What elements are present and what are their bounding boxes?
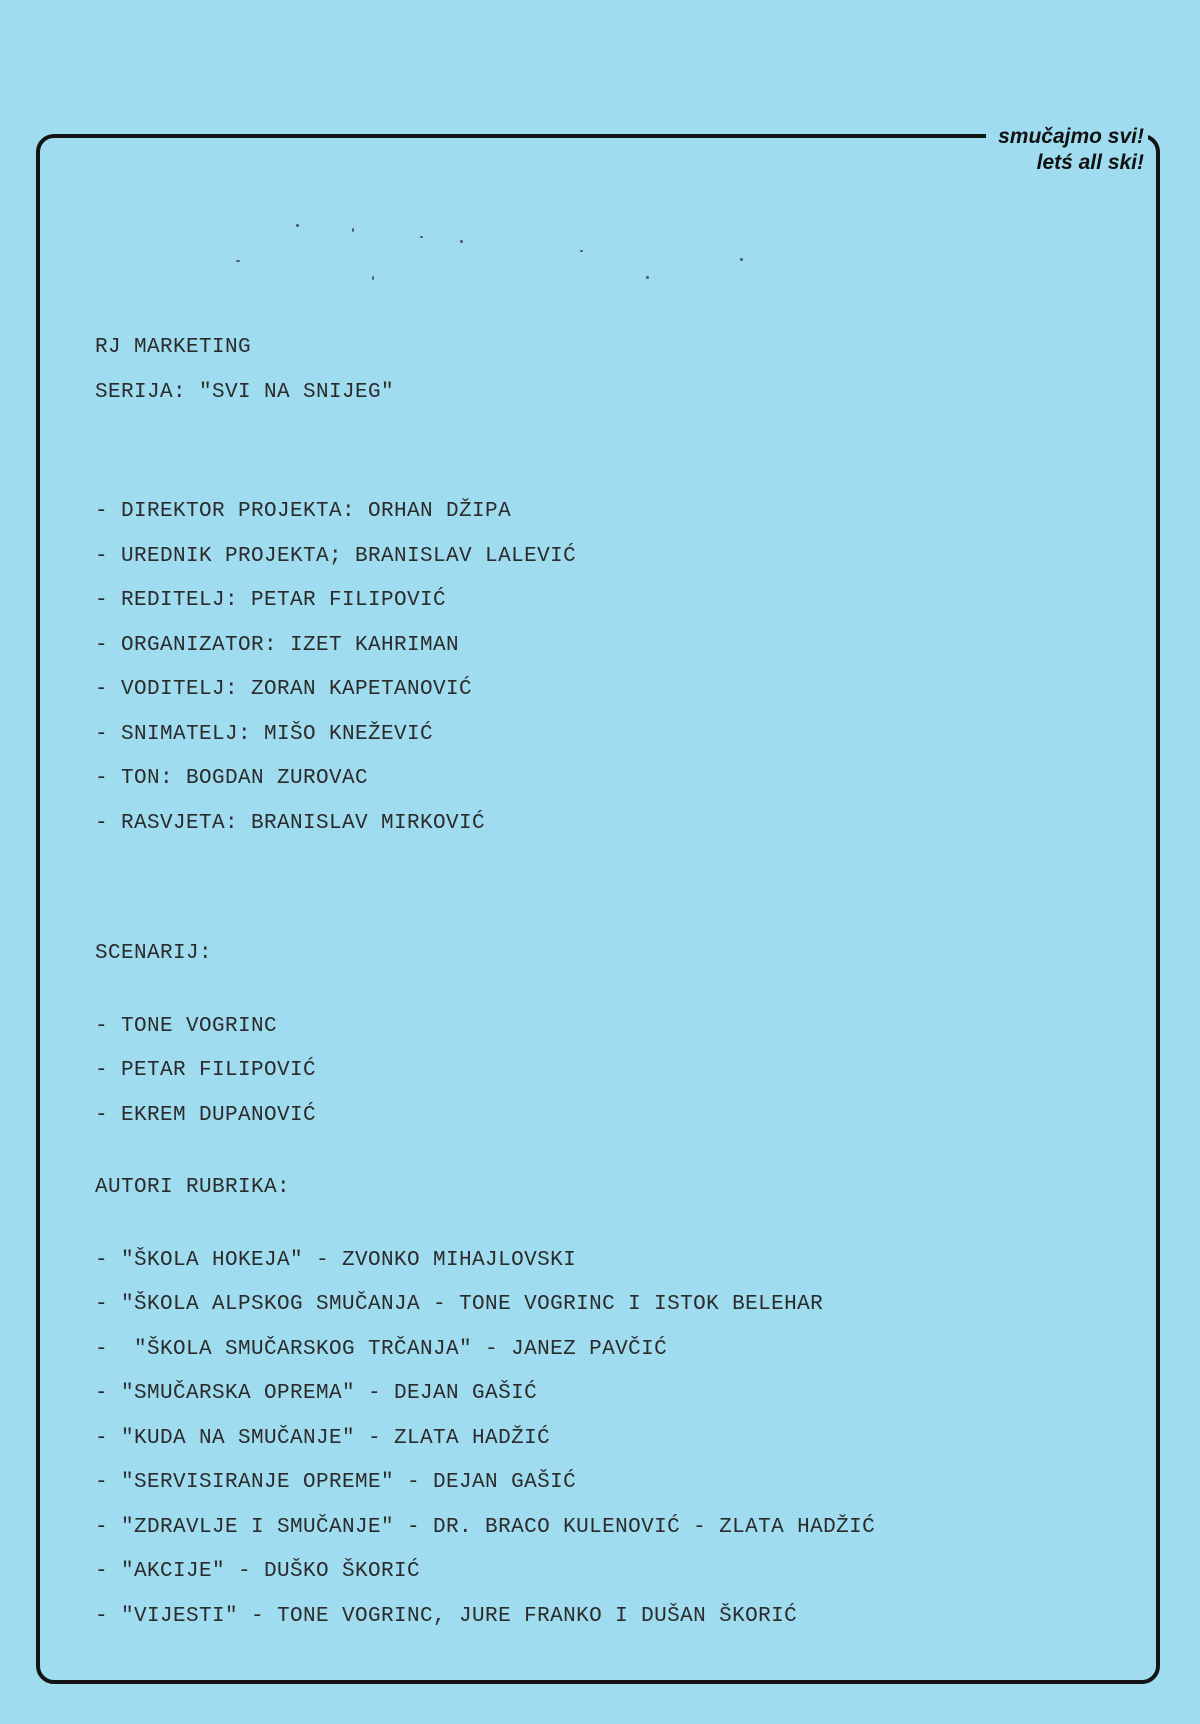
crew-item: - TON: BOGDAN ZUROVAC [95, 767, 369, 790]
tagline-line-2: letś all ski! [1036, 151, 1144, 174]
author-item: - "ZDRAVLJE I SMUČANJE" - DR. BRACO KULENOVIĆ - ZLATA HADŽIĆ [95, 1515, 876, 1539]
crew-item: - ORGANIZATOR: IZET KAHRIMAN [95, 633, 460, 657]
author-item: - "SMUČARSKA OPREMA" - DEJAN GAŠIĆ [95, 1382, 538, 1405]
script-heading: SCENARIJ: [95, 942, 213, 965]
credits-document [95, 326, 1135, 1639]
author-item: - "SERVISIRANJE OPREME" - DEJAN GAŠIĆ [95, 1471, 577, 1494]
author-item: - "VIJESTI" - TONE VOGRINC, JURE FRANKO I DUŠAN ŠKORIĆ [95, 1604, 798, 1628]
author-item: - "ŠKOLA SMUČARSKOG TRČANJA" - JANEZ PAVČIĆ [95, 1337, 668, 1361]
tagline [986, 124, 1148, 176]
script-list [95, 1005, 1135, 1139]
script-item: - EKREM DUPANOVIĆ [95, 1103, 317, 1127]
department-line: RJ MARKETING [95, 336, 252, 359]
crew-item: - RASVJETA: BRANISLAV MIRKOVIĆ [95, 811, 486, 835]
author-item: - "ŠKOLA HOKEJA" - ZVONKO MIHAJLOVSKI [95, 1248, 577, 1272]
author-item: - "ŠKOLA ALPSKOG SMUČANJA - TONE VOGRINC I ISTOK BELEHAR [95, 1293, 824, 1316]
tagline-line-1: smučajmo svi! [998, 125, 1144, 148]
crew-item: - REDITELJ: PETAR FILIPOVIĆ [95, 589, 447, 612]
authors-heading: AUTORI RUBRIKA: [95, 1176, 291, 1199]
crew-item: - UREDNIK PROJEKTA; BRANISLAV LALEVIĆ [95, 544, 577, 568]
series-title: SERIJA: "SVI NA SNIJEG" [95, 380, 395, 404]
script-item: - PETAR FILIPOVIĆ [95, 1059, 317, 1082]
crew-item: - VODITELJ: ZORAN KAPETANOVIĆ [95, 678, 473, 701]
authors-list [95, 1239, 1135, 1640]
author-item: - "KUDA NA SMUČANJE" - ZLATA HADŽIĆ [95, 1426, 551, 1450]
author-item: - "AKCIJE" - DUŠKO ŠKORIĆ [95, 1560, 421, 1583]
crew-item: - SNIMATELJ: MIŠO KNEŽEVIĆ [95, 722, 434, 746]
crew-list [95, 490, 1135, 846]
script-item: - TONE VOGRINC [95, 1014, 278, 1038]
crew-item: - DIREKTOR PROJEKTA: ORHAN DŽIPA [95, 500, 512, 523]
